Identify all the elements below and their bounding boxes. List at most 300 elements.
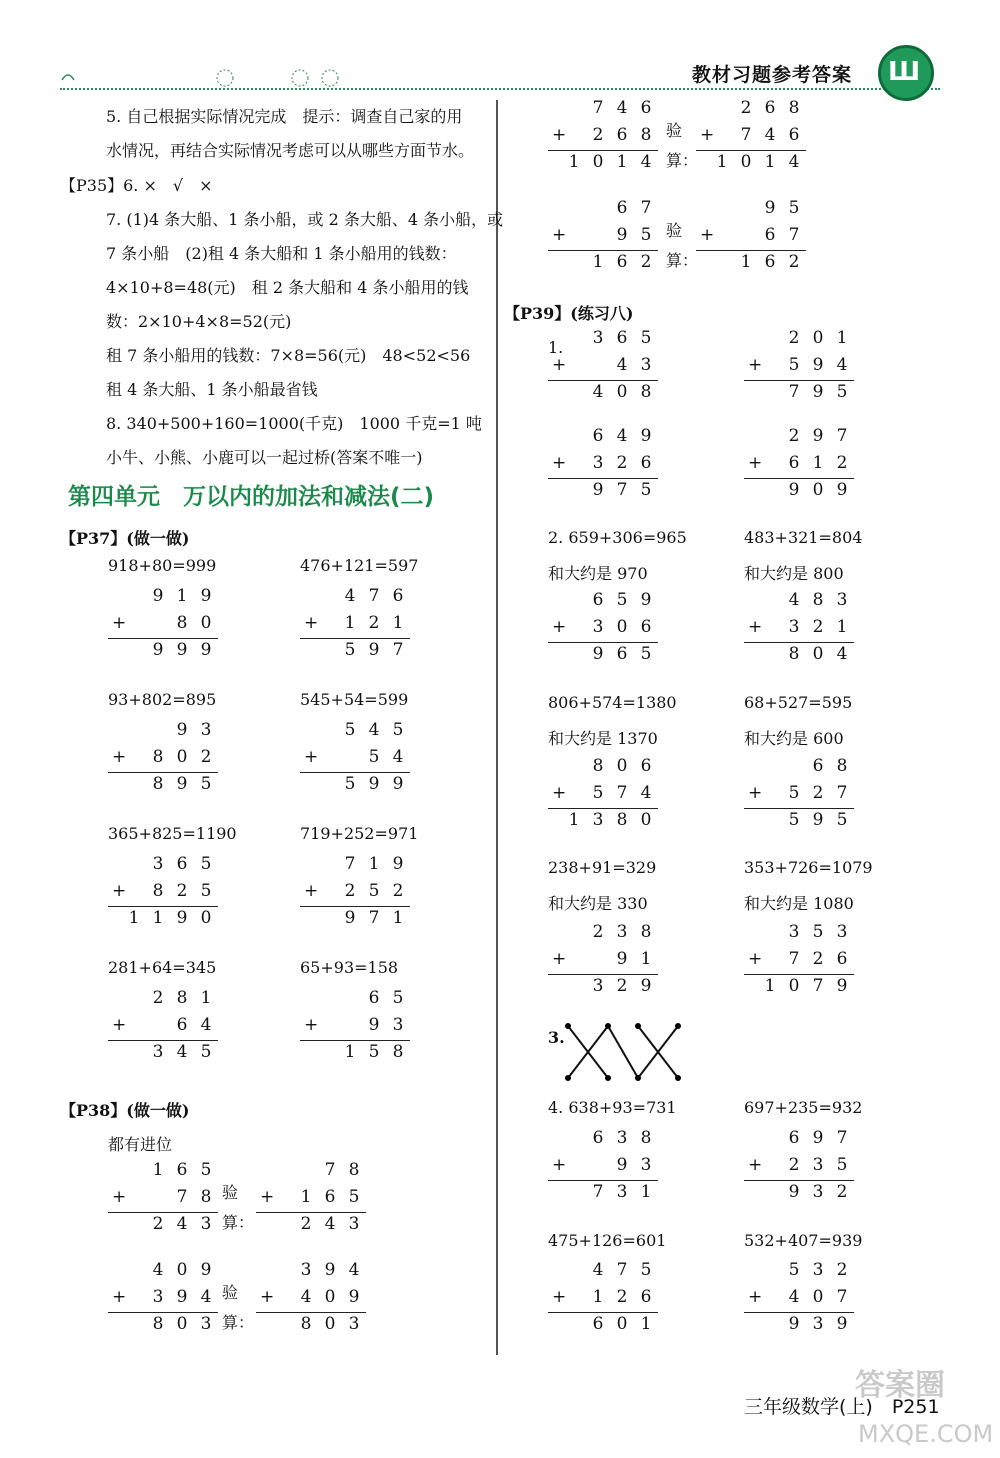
left-line: 数：2×10+4×8=52(元) bbox=[106, 312, 292, 331]
digit: 7 bbox=[368, 908, 380, 928]
digit: 2 bbox=[812, 949, 824, 969]
digit: 9 bbox=[592, 480, 604, 500]
right-text: 483+321=804 bbox=[744, 528, 863, 547]
digit: 0 bbox=[740, 152, 752, 172]
vertical-calc bbox=[744, 1126, 854, 1207]
digit: 7 bbox=[788, 382, 800, 402]
digit: 5 bbox=[640, 1260, 652, 1280]
digit: 5 bbox=[640, 225, 652, 245]
vertical-calc bbox=[256, 1258, 366, 1339]
digit: 6 bbox=[368, 988, 380, 1008]
digit: 1 bbox=[392, 908, 404, 928]
digit: 1 bbox=[368, 854, 380, 874]
digit: 4 bbox=[344, 586, 356, 606]
digit: 9 bbox=[176, 640, 188, 660]
digit: 4 bbox=[788, 590, 800, 610]
digit: 1 bbox=[128, 908, 140, 928]
plus-sign: + bbox=[112, 613, 127, 633]
digit: 8 bbox=[348, 1160, 360, 1180]
check-label: 验算： bbox=[222, 1283, 255, 1332]
vertical-calc bbox=[548, 326, 658, 407]
digit: 5 bbox=[200, 774, 212, 794]
equation: 281+64=345 bbox=[108, 958, 217, 977]
digit: 8 bbox=[640, 382, 652, 402]
digit: 3 bbox=[812, 1155, 824, 1175]
digit: 1 bbox=[764, 976, 776, 996]
digit: 6 bbox=[640, 756, 652, 776]
vertical-calc bbox=[548, 196, 658, 277]
decorative-swirl-icon bbox=[60, 66, 360, 90]
digit: 6 bbox=[592, 1128, 604, 1148]
plus-sign: + bbox=[552, 949, 567, 969]
digit: 1 bbox=[592, 1287, 604, 1307]
digit: 4 bbox=[592, 382, 604, 402]
digit: 2 bbox=[152, 988, 164, 1008]
digit: 7 bbox=[836, 1287, 848, 1307]
digit: 3 bbox=[152, 1287, 164, 1307]
digit: 1 bbox=[836, 328, 848, 348]
digit: 6 bbox=[788, 125, 800, 145]
plus-sign: + bbox=[748, 1155, 763, 1175]
digit: 8 bbox=[176, 613, 188, 633]
digit: 4 bbox=[348, 1260, 360, 1280]
left-line: 小牛、小熊、小鹿可以一起过桥(答案不唯一) bbox=[106, 448, 423, 467]
digit: 6 bbox=[324, 1187, 336, 1207]
digit: 6 bbox=[176, 1015, 188, 1035]
digit: 6 bbox=[764, 225, 776, 245]
digit: 6 bbox=[640, 1287, 652, 1307]
digit: 0 bbox=[176, 1260, 188, 1280]
digit: 8 bbox=[152, 881, 164, 901]
digit: 5 bbox=[348, 1187, 360, 1207]
digit: 7 bbox=[616, 783, 628, 803]
digit: 5 bbox=[836, 1155, 848, 1175]
digit: 0 bbox=[616, 756, 628, 776]
right-text: 4. 638+93=731 bbox=[548, 1098, 677, 1117]
digit: 3 bbox=[640, 1155, 652, 1175]
plus-sign: + bbox=[748, 453, 763, 473]
digit: 9 bbox=[324, 1260, 336, 1280]
digit: 7 bbox=[392, 640, 404, 660]
right-text: 和大约是 330 bbox=[548, 894, 648, 913]
digit: 8 bbox=[640, 922, 652, 942]
plus-sign: + bbox=[552, 453, 567, 473]
digit: 9 bbox=[616, 949, 628, 969]
plus-sign: + bbox=[748, 355, 763, 375]
digit: 4 bbox=[324, 1214, 336, 1234]
digit: 9 bbox=[812, 810, 824, 830]
digit: 8 bbox=[152, 747, 164, 767]
vertical-calc bbox=[300, 852, 410, 933]
left-line: 4×10+8=48(元) 租 2 条大船和 4 条小船用的钱 bbox=[106, 278, 469, 297]
digit: 7 bbox=[324, 1160, 336, 1180]
digit: 7 bbox=[836, 426, 848, 446]
digit: 4 bbox=[176, 1214, 188, 1234]
digit: 9 bbox=[812, 382, 824, 402]
digit: 3 bbox=[200, 1314, 212, 1334]
q3-label: 3. bbox=[548, 1028, 565, 1047]
digit: 6 bbox=[592, 426, 604, 446]
right-text: 1. bbox=[548, 338, 564, 357]
digit: 6 bbox=[764, 252, 776, 272]
digit: 2 bbox=[344, 881, 356, 901]
plus-sign: + bbox=[552, 1287, 567, 1307]
digit: 1 bbox=[392, 613, 404, 633]
equation: 65+93=158 bbox=[300, 958, 399, 977]
digit: 2 bbox=[640, 252, 652, 272]
digit: 8 bbox=[152, 774, 164, 794]
plus-sign: + bbox=[112, 881, 127, 901]
digit: 9 bbox=[836, 1314, 848, 1334]
digit: 7 bbox=[788, 225, 800, 245]
vertical-calc bbox=[300, 718, 410, 799]
digit: 2 bbox=[812, 783, 824, 803]
digit: 7 bbox=[592, 98, 604, 118]
vertical-calc bbox=[108, 852, 218, 933]
digit: 9 bbox=[152, 586, 164, 606]
equation: 476+121=597 bbox=[300, 556, 419, 575]
plus-sign: + bbox=[304, 747, 319, 767]
digit: 8 bbox=[176, 988, 188, 1008]
digit: 5 bbox=[788, 198, 800, 218]
digit: 6 bbox=[592, 1314, 604, 1334]
digit: 2 bbox=[592, 125, 604, 145]
digit: 3 bbox=[812, 1182, 824, 1202]
digit: 0 bbox=[616, 1314, 628, 1334]
digit: 5 bbox=[200, 854, 212, 874]
right-text: 532+407=939 bbox=[744, 1231, 863, 1250]
digit: 4 bbox=[616, 355, 628, 375]
digit: 8 bbox=[392, 1042, 404, 1062]
left-line: 水情况，再结合实际情况考虑可以从哪些方面节水。 bbox=[106, 141, 475, 160]
digit: 9 bbox=[812, 426, 824, 446]
right-text: 和大约是 1080 bbox=[744, 894, 854, 913]
digit: 9 bbox=[788, 1182, 800, 1202]
digit: 5 bbox=[592, 783, 604, 803]
digit: 3 bbox=[616, 1128, 628, 1148]
right-text: 和大约是 600 bbox=[744, 729, 844, 748]
digit: 6 bbox=[640, 453, 652, 473]
digit: 9 bbox=[836, 480, 848, 500]
digit: 8 bbox=[200, 1187, 212, 1207]
left-line: 7. (1)4 条大船、1 条小船，或 2 条大船、4 条小船，或 bbox=[106, 210, 504, 229]
digit: 2 bbox=[836, 453, 848, 473]
digit: 9 bbox=[640, 426, 652, 446]
vertical-calc bbox=[548, 588, 658, 669]
digit: 2 bbox=[788, 426, 800, 446]
digit: 3 bbox=[200, 720, 212, 740]
digit: 5 bbox=[200, 1160, 212, 1180]
digit: 6 bbox=[616, 125, 628, 145]
plus-sign: + bbox=[748, 783, 763, 803]
digit: 2 bbox=[392, 881, 404, 901]
digit: 2 bbox=[592, 922, 604, 942]
plus-sign: + bbox=[112, 747, 127, 767]
p38-note: 都有进位 bbox=[108, 1135, 173, 1154]
digit: 4 bbox=[152, 1260, 164, 1280]
column-divider bbox=[496, 100, 498, 1355]
digit: 4 bbox=[764, 125, 776, 145]
digit: 6 bbox=[764, 98, 776, 118]
plus-sign: + bbox=[552, 617, 567, 637]
digit: 7 bbox=[836, 783, 848, 803]
digit: 9 bbox=[788, 480, 800, 500]
vertical-calc bbox=[744, 326, 854, 407]
plus-sign: + bbox=[748, 617, 763, 637]
digit: 0 bbox=[616, 382, 628, 402]
digit: 3 bbox=[300, 1260, 312, 1280]
digit: 2 bbox=[740, 98, 752, 118]
digit: 9 bbox=[200, 586, 212, 606]
digit: 9 bbox=[640, 976, 652, 996]
vertical-calc bbox=[744, 1258, 854, 1339]
digit: 7 bbox=[616, 1260, 628, 1280]
digit: 9 bbox=[176, 908, 188, 928]
digit: 1 bbox=[344, 613, 356, 633]
unit-title: 第四单元 万以内的加法和减法(二) bbox=[68, 484, 435, 510]
digit: 1 bbox=[176, 586, 188, 606]
digit: 6 bbox=[788, 453, 800, 473]
digit: 0 bbox=[640, 810, 652, 830]
digit: 9 bbox=[368, 1015, 380, 1035]
digit: 3 bbox=[836, 590, 848, 610]
digit: 9 bbox=[368, 774, 380, 794]
digit: 5 bbox=[788, 1260, 800, 1280]
digit: 0 bbox=[176, 747, 188, 767]
watermark-logo: 答案圈 bbox=[855, 1368, 945, 1403]
vertical-calc bbox=[108, 718, 218, 799]
vertical-calc bbox=[696, 96, 806, 177]
vertical-calc bbox=[548, 96, 658, 177]
digit: 8 bbox=[788, 98, 800, 118]
digit: 9 bbox=[764, 198, 776, 218]
digit: 9 bbox=[812, 1128, 824, 1148]
digit: 9 bbox=[640, 590, 652, 610]
digit: 5 bbox=[368, 1042, 380, 1062]
digit: 9 bbox=[344, 908, 356, 928]
left-line: 8. 340+500+160=1000(千克) 1000 千克=1 吨 bbox=[106, 414, 482, 433]
section-p39: 【P39】(练习八) bbox=[504, 304, 634, 323]
equation: 545+54=599 bbox=[300, 690, 409, 709]
digit: 3 bbox=[592, 810, 604, 830]
digit: 3 bbox=[152, 854, 164, 874]
digit: 6 bbox=[836, 949, 848, 969]
vertical-calc bbox=[696, 196, 806, 277]
digit: 4 bbox=[300, 1287, 312, 1307]
digit: 1 bbox=[616, 152, 628, 172]
vertical-calc bbox=[744, 424, 854, 505]
digit: 1 bbox=[152, 1160, 164, 1180]
digit: 6 bbox=[592, 590, 604, 610]
digit: 0 bbox=[324, 1287, 336, 1307]
digit: 7 bbox=[836, 1128, 848, 1148]
digit: 8 bbox=[152, 1314, 164, 1334]
digit: 4 bbox=[392, 747, 404, 767]
digit: 7 bbox=[176, 1187, 188, 1207]
vertical-calc bbox=[548, 1258, 658, 1339]
digit: 3 bbox=[788, 922, 800, 942]
plus-sign: + bbox=[700, 125, 715, 145]
digit: 9 bbox=[592, 644, 604, 664]
digit: 4 bbox=[836, 644, 848, 664]
digit: 1 bbox=[568, 152, 580, 172]
plus-sign: + bbox=[260, 1187, 275, 1207]
digit: 6 bbox=[176, 1160, 188, 1180]
digit: 4 bbox=[616, 98, 628, 118]
left-line: 【P35】6. × √ × bbox=[60, 176, 213, 195]
digit: 7 bbox=[616, 480, 628, 500]
vertical-calc bbox=[548, 920, 658, 1001]
vertical-calc bbox=[108, 1258, 218, 1339]
page-header-title: 教材习题参考答案 bbox=[692, 64, 853, 86]
right-text: 806+574=1380 bbox=[548, 693, 677, 712]
digit: 3 bbox=[592, 328, 604, 348]
page-footer: 三年级数学(上) P251 bbox=[744, 1396, 940, 1418]
digit: 2 bbox=[176, 881, 188, 901]
digit: 2 bbox=[788, 1155, 800, 1175]
digit: 0 bbox=[812, 644, 824, 664]
digit: 8 bbox=[592, 756, 604, 776]
plus-sign: + bbox=[112, 1187, 127, 1207]
digit: 7 bbox=[740, 125, 752, 145]
digit: 7 bbox=[788, 949, 800, 969]
digit: 9 bbox=[392, 774, 404, 794]
digit: 4 bbox=[836, 355, 848, 375]
plus-sign: + bbox=[260, 1287, 275, 1307]
digit: 1 bbox=[716, 152, 728, 172]
digit: 5 bbox=[344, 774, 356, 794]
digit: 6 bbox=[616, 644, 628, 664]
digit: 0 bbox=[788, 976, 800, 996]
digit: 5 bbox=[788, 810, 800, 830]
digit: 2 bbox=[152, 1214, 164, 1234]
digit: 9 bbox=[176, 1287, 188, 1307]
digit: 4 bbox=[640, 152, 652, 172]
digit: 0 bbox=[324, 1314, 336, 1334]
left-line: 5. 自己根据实际情况完成 提示：调查自己家的用 bbox=[106, 107, 463, 126]
digit: 8 bbox=[836, 756, 848, 776]
digit: 1 bbox=[568, 810, 580, 830]
digit: 9 bbox=[616, 1155, 628, 1175]
digit: 2 bbox=[616, 1287, 628, 1307]
digit: 1 bbox=[640, 1182, 652, 1202]
digit: 3 bbox=[592, 976, 604, 996]
check-label: 验算： bbox=[666, 121, 699, 170]
plus-sign: + bbox=[304, 881, 319, 901]
digit: 0 bbox=[592, 152, 604, 172]
digit: 4 bbox=[788, 1287, 800, 1307]
vertical-calc bbox=[108, 584, 218, 665]
right-text: 68+527=595 bbox=[744, 693, 853, 712]
equation: 365+825=1190 bbox=[108, 824, 237, 843]
watermark-site: MXQE.COM bbox=[858, 1420, 994, 1448]
digit: 5 bbox=[640, 644, 652, 664]
check-label: 验算： bbox=[666, 221, 699, 270]
left-line: 租 4 条大船、1 条小船最省钱 bbox=[106, 380, 318, 399]
digit: 6 bbox=[788, 1128, 800, 1148]
plus-sign: + bbox=[552, 783, 567, 803]
digit: 2 bbox=[200, 747, 212, 767]
digit: 0 bbox=[812, 1287, 824, 1307]
digit: 3 bbox=[640, 355, 652, 375]
digit: 5 bbox=[640, 480, 652, 500]
digit: 5 bbox=[344, 720, 356, 740]
digit: 8 bbox=[616, 810, 628, 830]
digit: 5 bbox=[368, 747, 380, 767]
right-text: 697+235=932 bbox=[744, 1098, 863, 1117]
vertical-calc bbox=[256, 1158, 366, 1239]
digit: 4 bbox=[368, 720, 380, 740]
vertical-calc bbox=[108, 986, 218, 1067]
digit: 4 bbox=[640, 783, 652, 803]
digit: 0 bbox=[200, 613, 212, 633]
digit: 5 bbox=[200, 1042, 212, 1062]
digit: 5 bbox=[836, 382, 848, 402]
matching-lines-diagram bbox=[560, 1020, 690, 1085]
digit: 9 bbox=[392, 854, 404, 874]
digit: 5 bbox=[392, 988, 404, 1008]
left-line: 7 条小船 (2)租 4 条大船和 1 条小船用的钱数： bbox=[106, 244, 457, 263]
digit: 6 bbox=[616, 328, 628, 348]
plus-sign: + bbox=[748, 949, 763, 969]
digit: 3 bbox=[152, 1042, 164, 1062]
vertical-calc bbox=[548, 424, 658, 505]
plus-sign: + bbox=[304, 1015, 319, 1035]
digit: 3 bbox=[392, 1015, 404, 1035]
digit: 1 bbox=[300, 1187, 312, 1207]
right-text: 353+726=1079 bbox=[744, 858, 873, 877]
right-text: 238+91=329 bbox=[548, 858, 657, 877]
digit: 1 bbox=[812, 453, 824, 473]
check-label: 验算： bbox=[222, 1183, 255, 1232]
digit: 7 bbox=[812, 976, 824, 996]
digit: 1 bbox=[152, 908, 164, 928]
section-p38: 【P38】(做一做) bbox=[60, 1101, 190, 1120]
section-p37: 【P37】(做一做) bbox=[60, 529, 190, 548]
digit: 0 bbox=[200, 908, 212, 928]
digit: 3 bbox=[592, 617, 604, 637]
digit: 5 bbox=[200, 881, 212, 901]
digit: 9 bbox=[152, 640, 164, 660]
digit: 1 bbox=[836, 617, 848, 637]
plus-sign: + bbox=[552, 225, 567, 245]
digit: 9 bbox=[836, 976, 848, 996]
digit: 3 bbox=[348, 1214, 360, 1234]
digit: 1 bbox=[592, 252, 604, 272]
plus-sign: + bbox=[112, 1287, 127, 1307]
digit: 5 bbox=[344, 640, 356, 660]
digit: 1 bbox=[640, 949, 652, 969]
digit: 6 bbox=[812, 756, 824, 776]
left-line: 租 7 条小船用的钱数：7×8=56(元) 48<52<56 bbox=[106, 346, 471, 365]
vertical-calc bbox=[744, 920, 854, 1001]
digit: 1 bbox=[200, 988, 212, 1008]
plus-sign: + bbox=[552, 125, 567, 145]
digit: 0 bbox=[616, 617, 628, 637]
digit: 3 bbox=[616, 1182, 628, 1202]
digit: 7 bbox=[592, 1182, 604, 1202]
digit: 3 bbox=[836, 922, 848, 942]
digit: 6 bbox=[640, 98, 652, 118]
digit: 9 bbox=[368, 640, 380, 660]
digit: 2 bbox=[616, 453, 628, 473]
digit: 4 bbox=[592, 1260, 604, 1280]
digit: 9 bbox=[616, 225, 628, 245]
digit: 9 bbox=[176, 720, 188, 740]
digit: 2 bbox=[836, 1182, 848, 1202]
digit: 3 bbox=[200, 1214, 212, 1234]
right-text: 2. 659+306=965 bbox=[548, 528, 687, 547]
